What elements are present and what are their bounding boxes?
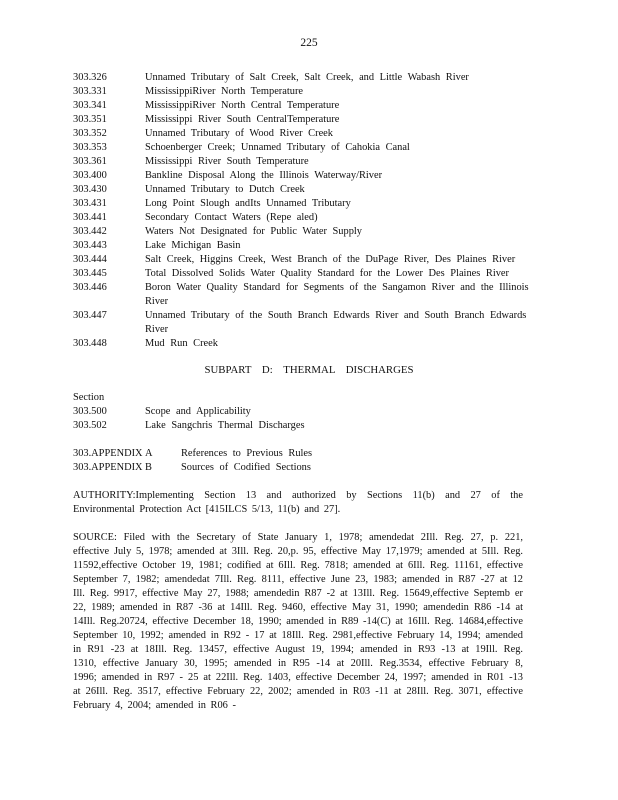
toc-row: [73, 225, 543, 239]
appendix-letter: B: [145, 462, 152, 473]
toc-row: [73, 85, 543, 99]
toc-section-title: Mississippi River South CentralTemperature: [145, 114, 340, 125]
subpart-section-number: 303.502: [73, 420, 107, 431]
toc-row: [73, 211, 543, 225]
appendix-title: References to Previous Rules: [181, 448, 313, 459]
page-number: 225: [300, 37, 318, 49]
section-label: Section: [73, 392, 105, 403]
toc-section-number: 303.341: [73, 100, 107, 111]
toc-row: [73, 239, 543, 253]
subpart-heading: SUBPART D: THERMAL DISCHARGES: [204, 364, 414, 376]
appendix-list: [73, 447, 543, 475]
toc-section-title: Mud Run Creek: [145, 338, 218, 349]
subpart-row: [73, 405, 543, 419]
toc-section-title: Salt Creek, Higgins Creek, West Branch of the DuPage River, Des Plaines River: [145, 254, 516, 265]
toc-section-number: 303.400: [73, 170, 107, 181]
appendix-row: [73, 447, 543, 461]
toc-section-title: Unnamed Tributary to Dutch Creek: [145, 184, 305, 195]
toc-row: [73, 281, 543, 309]
toc-section-title: Unnamed Tributary of the South Branch Edwards River and South Branch Edwards River: [145, 310, 527, 335]
subpart-section-title: Lake Sangchris Thermal Discharges: [145, 420, 305, 431]
toc-row: [73, 183, 543, 197]
toc-section-number: 303.353: [73, 142, 107, 153]
toc-section-number: 303.430: [73, 184, 107, 195]
toc-section-number: 303.351: [73, 114, 107, 125]
toc-row: [73, 337, 543, 351]
appendix-section: 303.APPENDIX: [73, 462, 143, 473]
toc-section-number: 303.331: [73, 86, 107, 97]
toc-section-number: 303.443: [73, 240, 107, 251]
toc-section-title: Schoenberger Creek; Unnamed Tributary of Cahokia Canal: [145, 142, 410, 153]
toc-section-title: Mississippi River South Temperature: [145, 156, 309, 167]
toc-row: [73, 267, 543, 281]
toc-section-title: MississippiRiver North Central Temperature: [145, 100, 340, 111]
toc-section-number: 303.441: [73, 212, 107, 223]
toc-section-number: 303.445: [73, 268, 107, 279]
toc-section-number: 303.444: [73, 254, 107, 265]
source-paragraph: SOURCE: Filed with the Secretary of State January 1, 1978; amendedat 2Ill. Reg. 27, p. 221, effective July 5, 1978; amended at 3Ill. Reg. 20,p. 95, effective May 17,1979; amended at 5Ill. Reg. 11592,effective October 19, 1981; codified at 6Ill. Reg. 7818; amended at 6Ill. Reg. 11161, effective September 7, 1982; amendedat 7Ill. Reg. 8111, effective June 23, 1983; amended in R87 -27 at 12 Ill. Reg. 9917, effective May 27, 1988; amendedin R87 -2 at 13Ill. Reg. 15649,effective Septemb er 22, 1989; amended in R87 -36 at 14Ill. Reg. 9460, effective May 31, 1990; amendedin R86 -14 at 14Ill. Reg.20724, effective December 18, 1990; amended in R89 -14(C) at 16Ill. Reg. 14684,effective September 10, 1992; amended in R92 - 17 at 18Ill. Reg. 2981,effective February 14, 1994; amended in R91 -23 at 18Ill. Reg. 13457, effective August 19, 1994; amended in R93 -13 at 19Ill. Reg. 1310, effective January 30, 1995; amended in R95 -14 at 20Ill. Reg.3534, effective February 8, 1996; amended in R97 - 25 at 22Ill. Reg. 1403, effective December 24, 1997; amended in R01 -13 at 26Ill. Reg. 3517, effective February 22, 2002; amended in R03 -11 at 28Ill. Reg. 3071, effective February 4, 2004; amended in R06 -: [73, 532, 523, 711]
toc-section-title: Bankline Disposal Along the Illinois Waterway/River: [145, 170, 383, 181]
toc-section-title: MississippiRiver North Temperature: [145, 86, 304, 97]
toc-section-title: Lake Michigan Basin: [145, 240, 241, 251]
toc-section-title: Secondary Contact Waters (Repe aled): [145, 212, 318, 223]
toc-section-title: Unnamed Tributary of Salt Creek, Salt Creek, and Little Wabash River: [145, 72, 469, 83]
toc-row: [73, 309, 543, 337]
toc-section-number: 303.448: [73, 338, 107, 349]
toc-row: [73, 253, 543, 267]
toc-section-number: 303.326: [73, 72, 107, 83]
toc-section-number: 303.447: [73, 310, 107, 321]
appendix-title: Sources of Codified Sections: [181, 462, 311, 473]
toc-section-number: 303.361: [73, 156, 107, 167]
toc-row: [73, 169, 543, 183]
toc-section-number: 303.446: [73, 282, 107, 293]
toc-row: [73, 113, 543, 127]
subpart-row: [73, 419, 543, 433]
toc-row: [73, 155, 543, 169]
toc-section-title: Boron Water Quality Standard for Segments of the Sangamon River and the Illinois River: [145, 282, 529, 307]
toc-row: [73, 197, 543, 211]
toc-row: [73, 127, 543, 141]
toc-section-title: Long Point Slough andIts Unnamed Tributary: [145, 198, 351, 209]
subpart-section-list: [73, 405, 543, 433]
toc-row: [73, 99, 543, 113]
toc-section-number: 303.431: [73, 198, 107, 209]
appendix-letter: A: [145, 448, 153, 459]
toc-section-title: Unnamed Tributary of Wood River Creek: [145, 128, 333, 139]
toc-section-number: 303.352: [73, 128, 107, 139]
table-of-contents: [73, 71, 543, 351]
toc-row: [73, 141, 543, 155]
toc-row: [73, 71, 543, 85]
authority-paragraph: AUTHORITY:Implementing Section 13 and authorized by Sections 11(b) and 27 of the Environmental Protection Act [415ILCS 5/13, 11(b) and 27].: [73, 490, 523, 515]
subpart-section-number: 303.500: [73, 406, 107, 417]
toc-section-title: Waters Not Designated for Public Water Supply: [145, 226, 362, 237]
toc-section-number: 303.442: [73, 226, 107, 237]
toc-section-title: Total Dissolved Solids Water Quality Standard for the Lower Des Plaines River: [145, 268, 509, 279]
appendix-section: 303.APPENDIX: [73, 448, 143, 459]
subpart-section-title: Scope and Applicability: [145, 406, 251, 417]
appendix-row: [73, 461, 543, 475]
